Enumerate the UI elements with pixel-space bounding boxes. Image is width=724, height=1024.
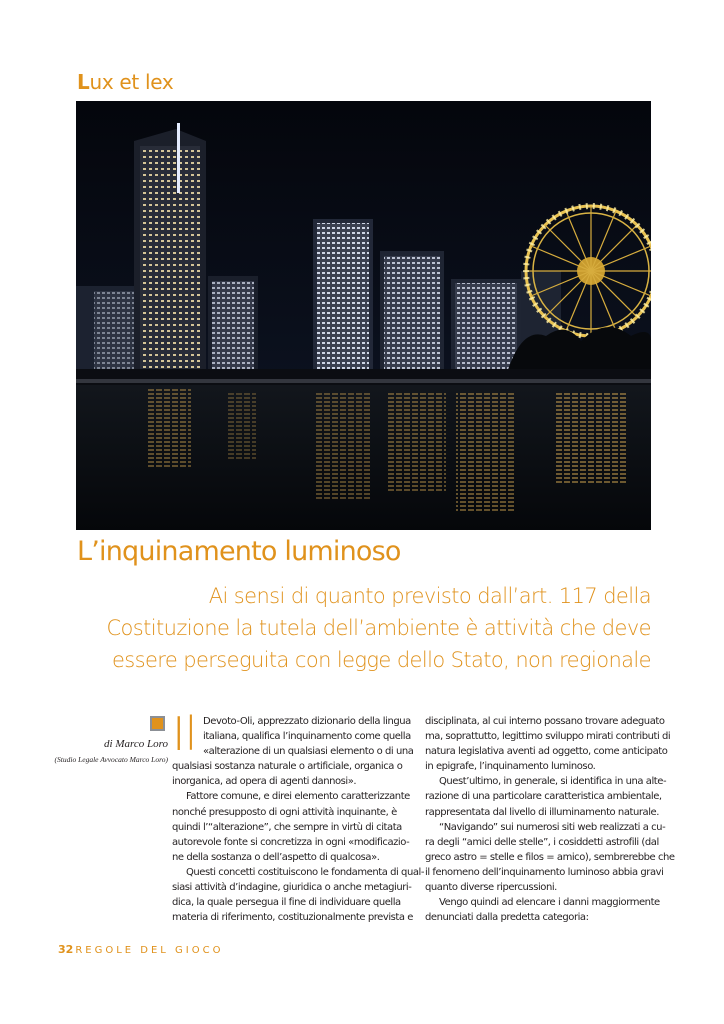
body-column-1 [172, 707, 425, 925]
body-line: siasi attività d’indagine, giuridica o anche metagiuri- [172, 882, 412, 894]
body-column-2 [425, 714, 675, 925]
body-line: razione di una particolare caratteristica ambientale, [425, 791, 662, 803]
body-line: quindi l’“alterazione”, che sempre in virtù di citata [172, 821, 402, 833]
article-title: L’inquinamento luminoso [77, 536, 401, 567]
drop-cap: Il [172, 707, 197, 761]
body-line: il fenomeno dell’inquinamento luminoso abbia gravi [425, 866, 664, 878]
body-line: ma, soprattutto, legittimo sviluppo mirati contributi di [425, 731, 671, 743]
page-footer [58, 943, 223, 956]
body-line: inorganica, ad opera di agenti dannosi». [172, 776, 357, 788]
body-line: Vengo quindi ad elencare i danni maggiormente [439, 897, 660, 909]
body-line: “Navigando” sui numerosi siti web realizzati a cu- [439, 821, 666, 833]
subtitle-line: essere perseguita con legge dello Stato, non regionale [111, 648, 651, 672]
section-heading-initial: L [77, 70, 90, 94]
body-line: nonché presupposto di ogni attività inquinante, è [172, 806, 397, 818]
body-line: disciplinata, al cui interno possano trovare adeguato [425, 716, 665, 727]
magazine-name: REGOLE DEL GIOCO [75, 945, 224, 956]
body-line: italiana, qualifica l’inquinamento come quella [203, 731, 411, 743]
body-line: ra degli “amici delle stelle”, i cosiddetti astrofili (dal [425, 836, 659, 848]
article-subtitle [51, 580, 651, 676]
body-line: denunciati dalla predetta categoria: [425, 912, 589, 924]
body-line: «alterazione di un qualsiasi elemento o di una [203, 746, 414, 758]
body-line: rappresentata dal livello di illuminamento naturale. [425, 806, 659, 818]
body-line: Questi concetti costituiscono le fondamenta di qual- [186, 866, 425, 878]
body-line: Devoto-Oli, apprezzato dizionario della lingua [203, 716, 411, 727]
section-heading [77, 70, 173, 94]
body-line: natura legislativa aventi ad oggetto, come anticipato [425, 746, 668, 758]
author-name: di Marco Loro [104, 738, 168, 750]
author-affiliation: (Studio Legale Avvocato Marco Loro) [54, 755, 168, 764]
body-line: materia di riferimento, costituzionalmente prevista e [172, 912, 414, 924]
body-line: in epigrafe, l’inquinamento luminoso. [425, 761, 596, 773]
body-line: quanto diverse ripercussioni. [425, 882, 557, 894]
body-line: ne della sostanza o dell’aspetto di qualcosa». [172, 851, 380, 863]
body-line: greco astro = stelle e filos = amico), sembrerebbe che [425, 851, 675, 863]
page-number: 32 [58, 943, 74, 956]
night-city-photo [76, 101, 651, 530]
body-line: Quest’ultimo, in generale, si identifica in una alte- [439, 776, 667, 788]
body-line: qualsiasi sostanza naturale o artificiale, organica o [172, 761, 403, 773]
author-square-icon [150, 716, 165, 731]
body-line: dica, la quale persegua il fine di individuare quella [172, 897, 401, 909]
subtitle-line: Ai sensi di quanto previsto dall’art. 117 della [208, 584, 651, 608]
subtitle-line: Costituzione la tutela dell’ambiente è attività che deve [106, 616, 651, 640]
section-heading-rest: ux et lex [89, 70, 174, 94]
body-line: Fattore comune, e direi elemento caratterizzante [186, 791, 410, 803]
body-line: autorevole fonte si concretizza in ogni «modificazio- [172, 836, 410, 848]
